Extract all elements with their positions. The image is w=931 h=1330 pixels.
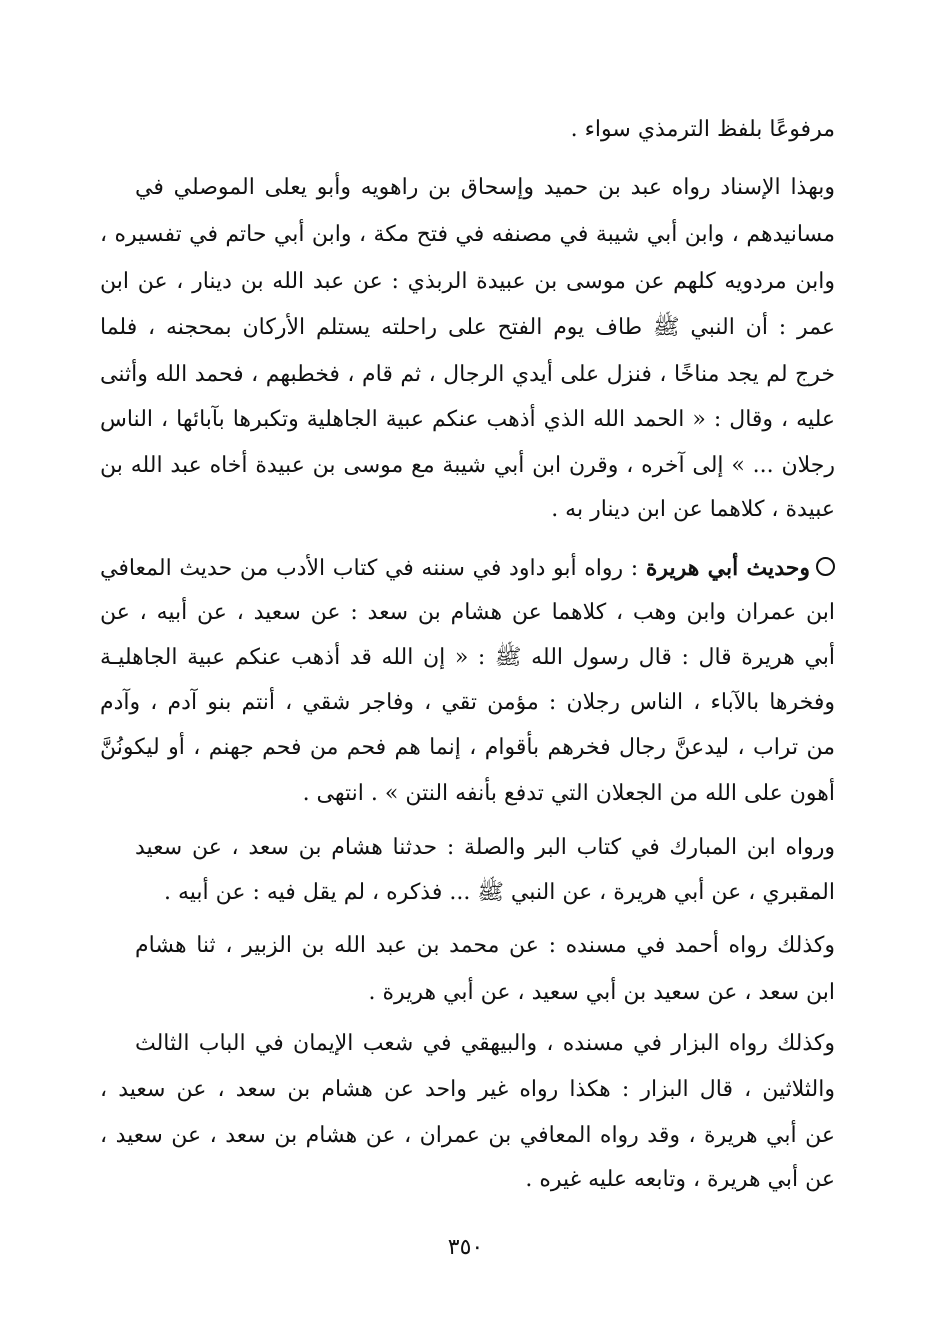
- page-number: ٣٥٠: [447, 1235, 484, 1260]
- section-heading: وحديث أبي هريرة: [645, 555, 811, 581]
- paragraph-2-line-1: وبهذا الإسناد رواه عبد بن حميد وإسحاق بن راهويه وأبو يعلى الموصلي في: [135, 175, 835, 200]
- paragraph-6-line-4: عن أبي هريرة ، وتابعه عليه غيره .: [525, 1167, 835, 1192]
- paragraph-2-line-8: عبيدة ، كلاهما عن ابن دينار به .: [551, 497, 835, 522]
- paragraph-5-line-2: ابن سعد ، عن سعيد بن أبي سعيد ، عن أبي هريرة .: [368, 980, 835, 1005]
- paragraph-3-line-1-text: : رواه أبو داود في سننه في كتاب الأدب من حديث المعافي: [100, 556, 639, 581]
- paragraph-5-line-1: وكذلك رواه أحمد في مسنده : عن محمد بن عبد الله بن الزبير ، ثنا هشام: [135, 933, 835, 958]
- paragraph-3-line-3: أبي هريرة قال : قال رسول الله ﷺ : « إن الله قد أذهب عنكم عبية الجاهليـة: [100, 645, 835, 670]
- paragraph-6-line-1: وكذلك رواه البزار في مسنده ، والبيهقي في شعب الإيمان في الباب الثالث: [135, 1031, 835, 1056]
- paragraph-3-line-6: أهون على الله من الجعلان التي تدفع بأنفه النتن » . انتهى .: [302, 781, 835, 806]
- paragraph-2-line-5: خرج لم يجد مناخًا ، فنزل على أيدي الرجال ، ثم قام ، فخطبهم ، فحمد الله وأثنى: [100, 362, 835, 387]
- paragraph-4-line-2: المقبري ، عن أبي هريرة ، عن النبي ﷺ ... فذكره ، لم يقل فيه : عن أبيه .: [163, 880, 835, 905]
- paragraph-2-line-7: رجلان ... » إلى آخره ، وقرن ابن أبي شيبة مع موسى بن عبيدة أخاه عبد الله بن: [100, 453, 835, 478]
- paragraph-4-line-1: ورواه ابن المبارك في كتاب البر والصلة : حدثنا هشام بن سعد ، عن سعيد: [135, 835, 835, 860]
- paragraph-3-line-1: [100, 548, 835, 588]
- book-page: [100, 0, 835, 1330]
- paragraph-2-line-3: وابن مردويه كلهم عن موسى بن عبيدة الربذي : عن عبد الله بن دينار ، عن ابن: [100, 269, 835, 294]
- paragraph-1-line-1: مرفوعًا بلفظ الترمذي سواء .: [570, 117, 835, 142]
- paragraph-3-line-4: وفخرها بالآباء ، الناس رجلان : مؤمن تقي ، وفاجر شقي ، أنتم بنو آدم ، وآدم: [100, 690, 835, 715]
- paragraph-6-line-2: والثلاثين ، قال البزار : هكذا رواه غير واحد عن هشام بن سعد ، عن سعيد ،: [100, 1077, 835, 1102]
- paragraph-2-line-4: عمر : أن النبي ﷺ طاف يوم الفتح على راحلته يستلم الأركان بمحجنه ، فلما: [100, 315, 835, 340]
- circle-marker-icon: [816, 557, 835, 576]
- paragraph-2-line-6: عليه ، وقال : « الحمد الله الذي أذهب عنكم عبية الجاهلية وتكبرها بآبائها ، الناس: [100, 407, 835, 432]
- paragraph-3-line-5: من تراب ، ليدعنَّ رجال فخرهم بأقوام ، إنما هم فحم من فحم جهنم ، أو ليكونُنَّ: [100, 735, 835, 760]
- paragraph-3-line-2: ابن عمران وابن وهب ، كلاهما عن هشام بن سعد : عن سعيد ، عن أبيه ، عن: [100, 600, 835, 625]
- paragraph-6-line-3: عن أبي هريرة ، وقد رواه المعافي بن عمران ، عن هشام بن سعد ، عن سعيد ،: [100, 1123, 835, 1148]
- paragraph-2-line-2: مسانيدهم ، وابن أبي شيبة في مصنفه في فتح مكة ، وابن أبي حاتم في تفسيره ،: [100, 222, 835, 247]
